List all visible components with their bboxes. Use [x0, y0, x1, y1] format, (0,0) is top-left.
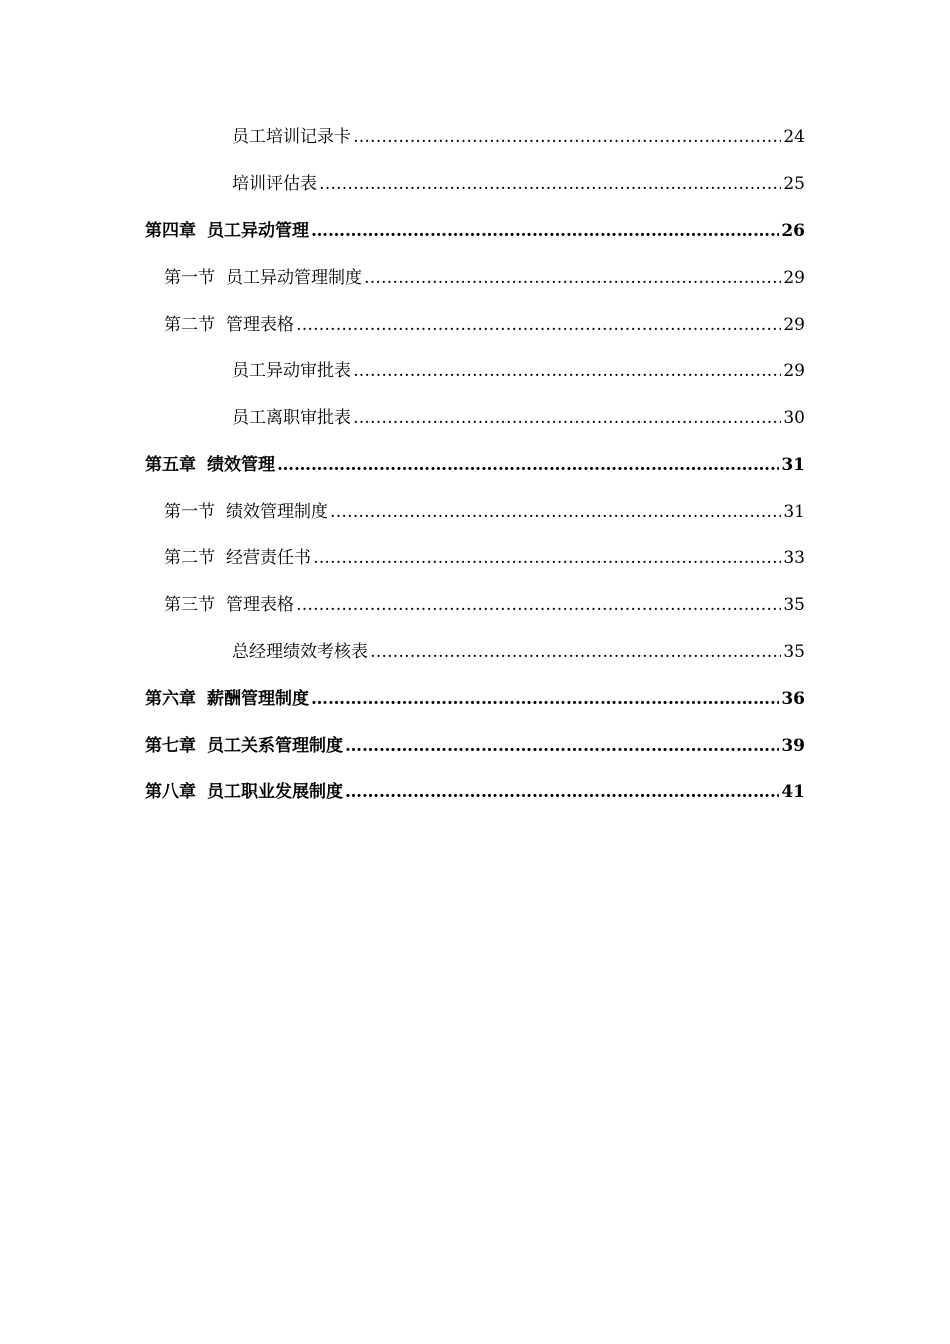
toc-page-number: 26 — [781, 221, 805, 241]
toc-page-number: 31 — [783, 502, 805, 522]
toc-page-number: 29 — [783, 268, 805, 288]
toc-entry-title: 总经理绩效考核表 — [232, 642, 368, 662]
toc-chapter-entry[interactable] — [145, 777, 805, 807]
toc-page-number: 24 — [783, 127, 805, 147]
toc-entry[interactable] — [232, 637, 805, 667]
section-number: 第三节 — [164, 595, 215, 615]
toc-dot-leader — [277, 450, 779, 480]
chapter-number: 第六章 — [145, 689, 196, 709]
toc-dot-leader — [313, 543, 781, 573]
toc-entry-title: 第四章 员工异动管理 — [145, 221, 309, 241]
toc-dot-leader — [353, 403, 781, 433]
section-number: 第一节 — [164, 268, 215, 288]
toc-dot-leader — [296, 310, 781, 340]
toc-entry-title: 第三节 管理表格 — [164, 595, 294, 615]
section-number: 第二节 — [164, 315, 215, 335]
toc-dot-leader — [345, 777, 779, 807]
toc-entry-title: 第二节 管理表格 — [164, 315, 294, 335]
toc-section-entry[interactable] — [164, 543, 805, 573]
toc-entry[interactable] — [232, 122, 805, 152]
toc-entry-title: 员工异动审批表 — [232, 361, 351, 381]
toc-entry-title: 第七章 员工关系管理制度 — [145, 736, 343, 756]
section-number: 第二节 — [164, 548, 215, 568]
toc-page-number: 36 — [781, 689, 805, 709]
toc-chapter-entry[interactable] — [145, 450, 805, 480]
toc-chapter-entry[interactable] — [145, 731, 805, 761]
toc-entry-title: 第六章 薪酬管理制度 — [145, 689, 309, 709]
chapter-number: 第七章 — [145, 736, 196, 756]
toc-dot-leader — [353, 122, 781, 152]
toc-dot-leader — [330, 497, 781, 527]
toc-entry-title: 第五章 绩效管理 — [145, 455, 275, 475]
toc-section-entry[interactable] — [164, 310, 805, 340]
toc-page-number: 31 — [781, 455, 805, 475]
toc-page-number: 29 — [783, 361, 805, 381]
toc-dot-leader — [319, 169, 781, 199]
toc-page-number: 29 — [783, 315, 805, 335]
toc-page-number: 35 — [783, 642, 805, 662]
toc-entry-title: 第一节 绩效管理制度 — [164, 502, 328, 522]
toc-entry-title: 第一节 员工异动管理制度 — [164, 268, 362, 288]
toc-chapter-entry[interactable] — [145, 216, 805, 246]
toc-dot-leader — [364, 263, 781, 293]
toc-dot-leader — [296, 590, 781, 620]
toc-dot-leader — [311, 684, 779, 714]
toc-chapter-entry[interactable] — [145, 684, 805, 714]
toc-entry-title: 员工培训记录卡 — [232, 127, 351, 147]
toc-section-entry[interactable] — [164, 263, 805, 293]
toc-section-entry[interactable] — [164, 497, 805, 527]
toc-entry-title: 培训评估表 — [232, 174, 317, 194]
toc-dot-leader — [311, 216, 779, 246]
toc-entry-title: 第八章 员工职业发展制度 — [145, 782, 343, 802]
chapter-number: 第四章 — [145, 221, 196, 241]
toc-page-number: 30 — [783, 408, 805, 428]
toc-page-number: 25 — [783, 174, 805, 194]
section-number: 第一节 — [164, 502, 215, 522]
toc-dot-leader — [345, 731, 779, 761]
toc-page-number: 33 — [783, 548, 805, 568]
toc-page-number: 35 — [783, 595, 805, 615]
toc-dot-leader — [353, 356, 781, 386]
chapter-number: 第五章 — [145, 455, 196, 475]
chapter-number: 第八章 — [145, 782, 196, 802]
toc-entry[interactable] — [232, 356, 805, 386]
toc-section-entry[interactable] — [164, 590, 805, 620]
toc-page-number: 41 — [781, 782, 805, 802]
toc-entry[interactable] — [232, 403, 805, 433]
toc-entry[interactable] — [232, 169, 805, 199]
toc-entry-title: 员工离职审批表 — [232, 408, 351, 428]
toc-entry-title: 第二节 经营责任书 — [164, 548, 311, 568]
toc-dot-leader — [370, 637, 781, 667]
toc-page-number: 39 — [781, 736, 805, 756]
